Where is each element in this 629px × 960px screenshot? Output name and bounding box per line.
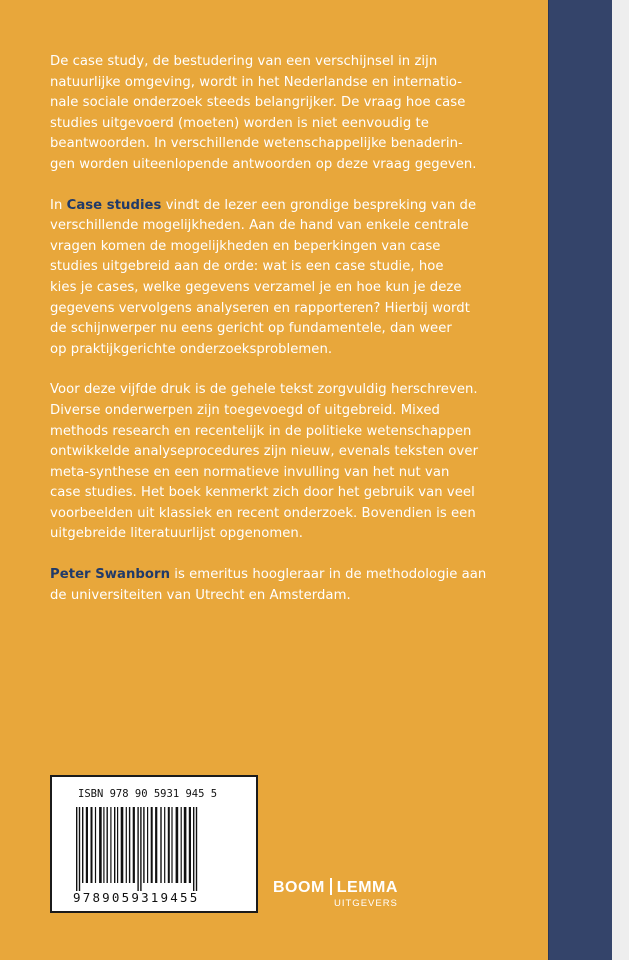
text-line: uitgebreide literatuurlijst opgenomen. — [50, 526, 304, 542]
barcode-bar — [79, 807, 80, 891]
text-line: gen worden uiteenlopende antwoorden op deze vraag gegeven. — [50, 156, 477, 172]
publisher-logo — [273, 878, 398, 909]
barcode-bar — [107, 807, 108, 883]
barcode-bar — [129, 807, 130, 883]
book-title-highlight: Case studies — [66, 197, 162, 213]
barcode-bar — [117, 807, 118, 883]
text-line: kies je cases, welke gegevens verzamel je en hoe kun je deze — [50, 279, 462, 295]
publisher-subtitle: UITGEVERS — [334, 898, 398, 909]
author-name-highlight: Peter Swanborn — [50, 567, 171, 583]
barcode-bar — [184, 807, 187, 883]
paragraph-author — [50, 565, 520, 606]
blurb-text — [50, 52, 520, 626]
text-line: verschillende mogelijkheden. Aan de hand van enkele centrale — [50, 218, 469, 234]
paragraph-edition — [50, 380, 520, 545]
barcode-bar — [193, 807, 194, 891]
barcode-bar — [189, 807, 191, 883]
text-line: meta-synthese en een normatieve invulling van het nut van — [50, 464, 450, 480]
barcode-bar — [155, 807, 157, 883]
barcode-bar — [164, 807, 165, 883]
barcode-bar — [110, 807, 111, 883]
text-line: ontwikkelde analyseprocedures zijn nieuw, evenals teksten over — [50, 444, 479, 460]
barcode-bar — [133, 807, 135, 883]
text-line: de schijnwerper nu eens gericht op fundamentele, dan weer — [50, 321, 452, 337]
barcode-bar — [114, 807, 115, 883]
barcode-box — [50, 775, 258, 913]
text-line: op praktijkgerichte onderzoeksproblemen. — [50, 341, 333, 357]
text-line — [50, 196, 520, 217]
publisher-name-right: LEMMA — [336, 879, 398, 896]
barcode-bar — [91, 807, 93, 883]
text-line: studies uitgevoerd (moeten) worden is niet eenvoudig te — [50, 115, 429, 131]
barcode-bar — [196, 807, 197, 891]
paragraph-intro — [50, 52, 520, 176]
text-line: beantwoorden. In verschillende wetenschappelijke benaderin- — [50, 136, 463, 152]
page-edge — [612, 0, 629, 960]
barcode-bar — [76, 807, 77, 891]
barcode-bar — [82, 807, 83, 883]
barcode-bar — [99, 807, 102, 883]
barcode-bar — [103, 807, 104, 883]
text-line: De case study, de bestudering van een verschijnsel in zijn — [50, 54, 438, 69]
barcode-bar — [151, 807, 153, 883]
text-line: vragen komen de mogelijkheden en beperkingen van case — [50, 238, 441, 254]
barcode-bar — [95, 807, 96, 883]
text-line: Voor deze vijfde druk is de gehele tekst zorgvuldig herschreven. — [50, 382, 478, 398]
barcode-icon — [76, 807, 236, 893]
logo-divider — [330, 878, 332, 895]
barcode-bar — [181, 807, 182, 883]
text-fragment: vindt de lezer een grondige bespreking van de — [161, 197, 477, 213]
barcode-bar — [147, 807, 148, 883]
barcode-bar — [143, 807, 144, 883]
text-line — [50, 565, 520, 586]
barcode-number: 9789059319455 — [73, 890, 200, 905]
text-line: studies uitgebreid aan de orde: wat is een case studie, hoe — [50, 259, 444, 275]
publisher-name-left: BOOM — [273, 879, 325, 896]
barcode-bar — [137, 807, 138, 891]
isbn-label: ISBN 978 90 5931 945 5 — [78, 788, 218, 800]
barcode-bar — [86, 807, 88, 883]
paragraph-content — [50, 196, 520, 361]
text-line: de universiteiten van Utrecht en Amsterdam. — [50, 587, 351, 603]
text-line: Diverse onderwerpen zijn toegevoegd of uitgebreid. Mixed — [50, 402, 440, 418]
text-fragment: is emeritus hoogleraar in de methodologie aan — [170, 567, 487, 583]
publisher-name — [273, 878, 398, 897]
book-spine — [548, 0, 613, 960]
text-line: voorbeelden uit klassiek en recent onderzoek. Bovendien is een — [50, 505, 476, 521]
barcode-bar — [126, 807, 127, 883]
barcode-bar — [171, 807, 172, 883]
barcode-bar — [160, 807, 161, 883]
text-line: methods research en recentelijk in de politieke wetenschappen — [50, 423, 472, 439]
text-line: nale sociale onderzoek steeds belangrijker. De vraag hoe case — [50, 95, 466, 111]
barcode-bar — [168, 807, 170, 883]
barcode-bar — [121, 807, 124, 883]
text-line: gegevens vervolgens analyseren en rapporteren? Hierbij wordt — [50, 300, 470, 316]
text-fragment: In — [50, 197, 67, 213]
barcode-bar — [176, 807, 179, 883]
text-line: natuurlijke omgeving, wordt in het Nederlandse en internatio- — [50, 74, 463, 90]
text-line: case studies. Het boek kenmerkt zich door het gebruik van veel — [50, 485, 475, 501]
barcode-bar — [140, 807, 141, 891]
